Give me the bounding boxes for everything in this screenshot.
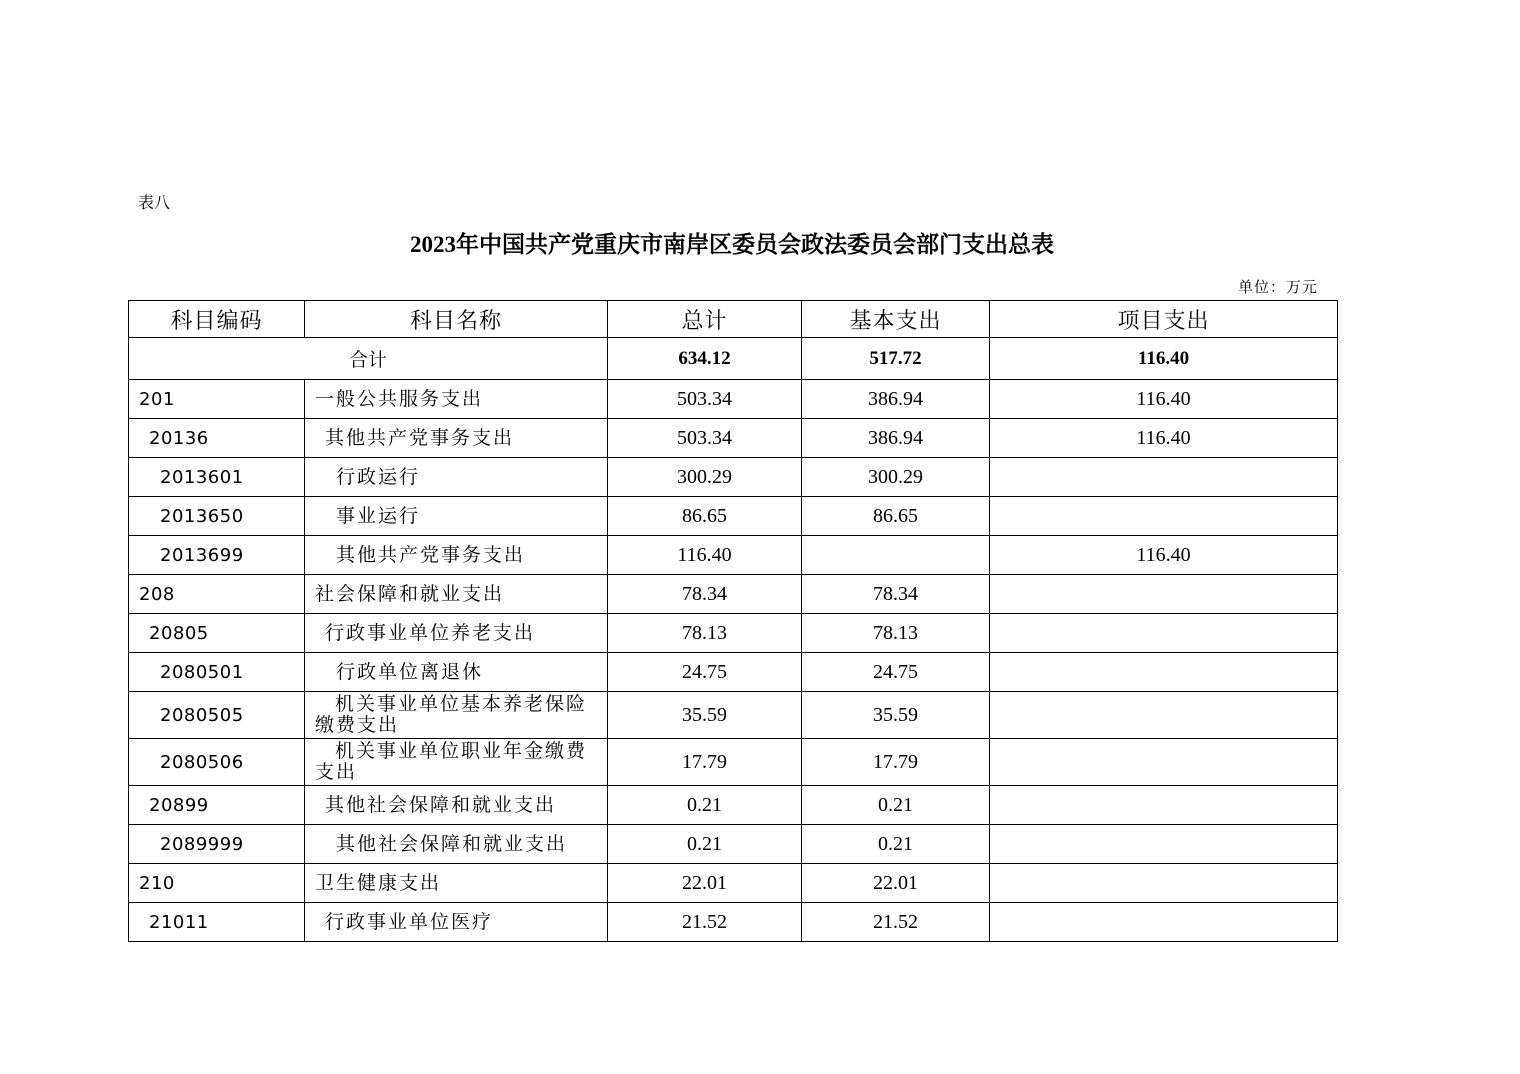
row-name: 卫生健康支出 — [305, 864, 608, 903]
row-basic: 86.65 — [802, 497, 990, 536]
row-basic: 0.21 — [802, 786, 990, 825]
row-name: 行政单位离退休 — [305, 653, 608, 692]
row-code: 2080501 — [129, 653, 305, 692]
row-basic: 78.13 — [802, 614, 990, 653]
row-basic: 22.01 — [802, 864, 990, 903]
header-name: 科目名称 — [305, 301, 608, 338]
row-name-line2: 支出 — [315, 761, 358, 783]
table-header-row — [129, 301, 1338, 338]
row-basic: 386.94 — [802, 380, 990, 419]
row-project: 116.40 — [990, 419, 1338, 458]
row-name — [305, 692, 608, 739]
row-total: 503.34 — [608, 419, 802, 458]
row-code: 21011 — [129, 903, 305, 942]
row-name-line2: 缴费支出 — [315, 714, 400, 736]
row-project — [990, 739, 1338, 786]
table-row — [129, 419, 1338, 458]
row-project: 116.40 — [990, 380, 1338, 419]
row-project — [990, 903, 1338, 942]
table-row — [129, 653, 1338, 692]
row-code: 2013699 — [129, 536, 305, 575]
table-row — [129, 458, 1338, 497]
table-row — [129, 380, 1338, 419]
row-basic: 24.75 — [802, 653, 990, 692]
table-row — [129, 739, 1338, 786]
row-name: 行政事业单位医疗 — [305, 903, 608, 942]
header-basic: 基本支出 — [802, 301, 990, 338]
expenditure-table — [128, 300, 1338, 942]
total-label: 合计 — [129, 338, 608, 380]
row-basic: 386.94 — [802, 419, 990, 458]
document-title: 2023年中国共产党重庆市南岸区委员会政法委员会部门支出总表 — [410, 232, 1054, 257]
row-project — [990, 864, 1338, 903]
row-project — [990, 825, 1338, 864]
row-name: 其他社会保障和就业支出 — [305, 825, 608, 864]
table-row — [129, 864, 1338, 903]
row-basic: 35.59 — [802, 692, 990, 739]
table-row — [129, 497, 1338, 536]
row-basic — [802, 536, 990, 575]
row-total: 0.21 — [608, 786, 802, 825]
row-name-line1: 机关事业单位基本养老保险 — [335, 693, 588, 715]
row-project — [990, 653, 1338, 692]
row-total: 78.13 — [608, 614, 802, 653]
row-name: 其他社会保障和就业支出 — [305, 786, 608, 825]
row-code: 20805 — [129, 614, 305, 653]
row-total: 300.29 — [608, 458, 802, 497]
row-total: 0.21 — [608, 825, 802, 864]
header-total: 总计 — [608, 301, 802, 338]
row-basic: 17.79 — [802, 739, 990, 786]
row-code: 2013650 — [129, 497, 305, 536]
table-row — [129, 692, 1338, 739]
row-code: 210 — [129, 864, 305, 903]
row-project — [990, 497, 1338, 536]
row-name: 行政运行 — [305, 458, 608, 497]
row-name: 其他共产党事务支出 — [305, 536, 608, 575]
row-name-line1: 机关事业单位职业年金缴费 — [335, 740, 588, 762]
row-project: 116.40 — [990, 536, 1338, 575]
row-basic: 21.52 — [802, 903, 990, 942]
row-project — [990, 614, 1338, 653]
total-sum: 634.12 — [608, 338, 802, 380]
row-code: 201 — [129, 380, 305, 419]
total-project: 116.40 — [990, 338, 1338, 380]
row-total: 35.59 — [608, 692, 802, 739]
total-row — [129, 338, 1338, 380]
row-project — [990, 692, 1338, 739]
row-project — [990, 575, 1338, 614]
table-row — [129, 786, 1338, 825]
row-code: 2080505 — [129, 692, 305, 739]
row-name: 事业运行 — [305, 497, 608, 536]
row-code: 20899 — [129, 786, 305, 825]
row-total: 78.34 — [608, 575, 802, 614]
row-code: 2013601 — [129, 458, 305, 497]
unit-label: 单位：万元 — [1238, 278, 1319, 296]
table-row — [129, 614, 1338, 653]
row-code: 2089999 — [129, 825, 305, 864]
table-number-label: 表八 — [138, 193, 171, 212]
row-project — [990, 458, 1338, 497]
row-total: 22.01 — [608, 864, 802, 903]
row-basic: 0.21 — [802, 825, 990, 864]
row-name: 行政事业单位养老支出 — [305, 614, 608, 653]
row-total: 86.65 — [608, 497, 802, 536]
row-name: 其他共产党事务支出 — [305, 419, 608, 458]
table-row — [129, 825, 1338, 864]
row-total: 116.40 — [608, 536, 802, 575]
row-name — [305, 739, 608, 786]
header-code: 科目编码 — [129, 301, 305, 338]
total-basic: 517.72 — [802, 338, 990, 380]
row-total: 21.52 — [608, 903, 802, 942]
row-code: 2080506 — [129, 739, 305, 786]
row-total: 17.79 — [608, 739, 802, 786]
table-row — [129, 575, 1338, 614]
row-code: 20136 — [129, 419, 305, 458]
table-row — [129, 903, 1338, 942]
row-total: 24.75 — [608, 653, 802, 692]
row-name: 一般公共服务支出 — [305, 380, 608, 419]
row-name: 社会保障和就业支出 — [305, 575, 608, 614]
row-basic: 78.34 — [802, 575, 990, 614]
row-total: 503.34 — [608, 380, 802, 419]
table-row — [129, 536, 1338, 575]
row-basic: 300.29 — [802, 458, 990, 497]
header-project: 项目支出 — [990, 301, 1338, 338]
row-code: 208 — [129, 575, 305, 614]
row-project — [990, 786, 1338, 825]
